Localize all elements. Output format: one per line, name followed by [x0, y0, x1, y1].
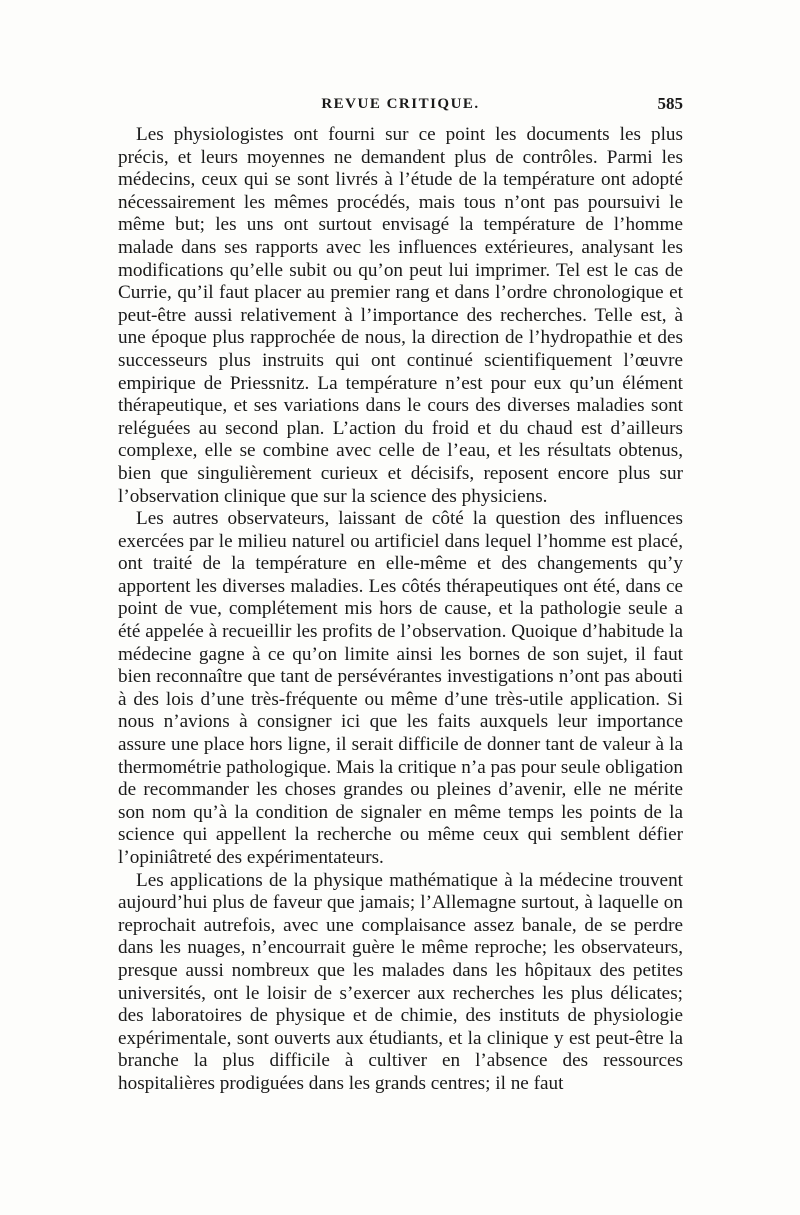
paragraph: Les autres observateurs, laissant de côté la question des influences exercées par le milieu naturel ou artificiel dans lequel l’homme est placé, ont traité de la température en elle-même et des changements qu’y apportent les diverses maladies. Les côtés thérapeutiques ont été, dans ce point de vue, complétement mis hors de cause, et la pathologie seule a été appelée à recueillir les profits de l’observation. Quoique d’habitude la médecine gagne à ce qu’on limite ainsi les bornes de son sujet, il faut bien reconnaître que tant de persévérantes investigations n’ont pas abouti à des lois d’une très-fréquente ou même d’une très-utile application. Si nous n’avions à consigner ici que les faits auxquels leur importance assure une place hors ligne, il serait difficile de donner tant de valeur à la thermométrie pathologique. Mais la critique n’a pas pour seule obligation de recommander les choses grandes ou pleines d’avenir, elle ne mérite son nom qu’à la condition de signaler en même temps les points de la science qui appellent la recherche ou même ceux qui semblent défier l’opiniâtreté des expérimentateurs. — [118, 508, 683, 868]
body-text — [118, 124, 683, 1096]
paragraph: Les applications de la physique mathématique à la médecine trouvent aujourd’hui plus de faveur que jamais; l’Allemagne surtout, à laquelle on reprochait autrefois, avec une complaisance assez banale, de se perdre dans les nuages, n’encourrait guère le même reproche; les observateurs, presque aussi nombreux que les malades dans les hôpitaux des petites universités, ont le loisir de s’exercer aux recherches les plus délicates; des laboratoires de physique et de chimie, des instituts de physiologie expérimentale, sont ouverts aux étudiants, et la clinique y est peut-être la branche la plus difficile à cultiver en l’absence des ressources hospitalières prodiguées dans les grands centres; il ne faut — [118, 869, 683, 1094]
running-head — [118, 96, 683, 120]
page-number: 585 — [657, 94, 683, 113]
running-title: REVUE CRITIQUE. — [321, 96, 480, 112]
paragraph: Les physiologistes ont fourni sur ce point les documents les plus précis, et leurs moyennes ne demandent plus de contrôles. Parmi les médecins, ceux qui se sont livrés à l’étude de la température ont adopté nécessairement les mêmes procédés, mais tous n’ont pas poursuivi le même but; les uns ont surtout envisagé la température de l’homme malade dans ses rapports avec les influences extérieures, analysant les modifications qu’elle subit ou qu’on peut lui imprimer. Tel est le cas de Currie, qu’il faut placer au premier rang et dans l’ordre chronologique et peut-être aussi relativement à l’importance des recherches. Telle est, à une époque plus rapprochée de nous, la direction de l’hydropathie et des successeurs plus instruits qui ont continué scientifiquement l’œuvre empirique de Priessnitz. La température n’est pour eux qu’un élément thérapeutique, et ses variations dans le cours des diverses maladies sont reléguées au second plan. L’action du froid et du chaud est d’ailleurs complexe, elle se combine avec celle de l’eau, et les résultats obtenus, bien que singulièrement curieux et décisifs, reposent encore plus sur l’observation clinique que sur la science des physiciens. — [118, 124, 683, 507]
